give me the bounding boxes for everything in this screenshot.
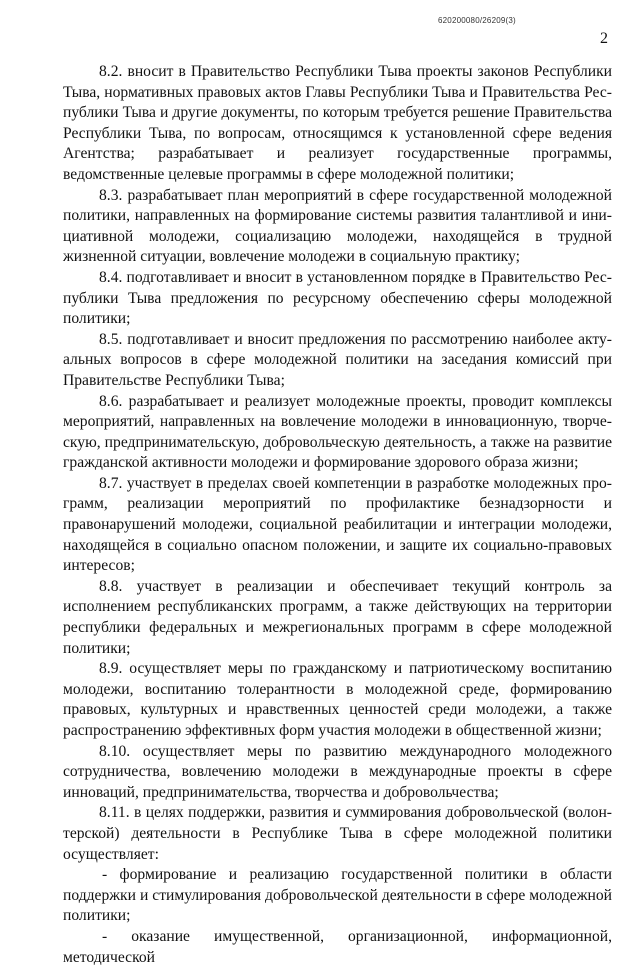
list-item-assistance: - оказание имущественной, организационной, информационной, методической: [63, 927, 612, 966]
paragraph-8-2: 8.2. вносит в Правительство Республики Тыва проекты законов Республики Тыва, нормативных правовых актов Главы Республики Тыва и Правительства Республики Тыва и другие документы, по которым требуется решение Правительства Республики Тыва, по вопросам, относящимся к установленной сфере ведения Агентства; разрабатывает и реализует государственные программы, ведомственные целевые программы в сфере молодежной политики;: [63, 63, 612, 183]
paragraph-8-10: 8.10. осуществляет меры по развитию международного молодежного сотрудничества, вовлечению молодежи в международные проекты в сфере инноваций, предпринимательства, творчества и добровольчества;: [63, 742, 612, 801]
paragraph-8-3: 8.3. разрабатывает план мероприятий в сфере государственной молодежной политики, направленных на формирование системы развития талантливой и инициативной молодежи, социализацию молодежи, находящейся в трудной жизненной ситуации, вовлечение молодежи в социальную практику;: [63, 186, 612, 266]
paragraph-8-6: 8.6. разрабатывает и реализует молодежные проекты, проводит комплексы мероприятий, направленных на вовлечение молодежи в инновационную, творческую, предпринимательскую, добровольческую деятельность, а также на развитие гражданской активности молодежи и формирование здорового образа жизни;: [63, 392, 612, 472]
document-body: [63, 62, 612, 968]
page-number: 2: [600, 30, 608, 47]
paragraph-8-4: 8.4. подготавливает и вносит в установленном порядке в Правительство Республики Тыва предложения по ресурсному обеспечению сферы молодежной политики;: [63, 268, 612, 328]
document-id: 620200080/26209(3): [438, 16, 516, 25]
paragraph-8-7: 8.7. участвует в пределах своей компетенции в разработке молодежных программ, реализации мероприятий по профилактике безнадзорности и правонарушений молодежи, социальной реабилитации и интеграции молодежи, находящейся в социально опасном положении, и защите их социально-правовых интересов;: [63, 474, 612, 575]
paragraph-8-5: 8.5. подготавливает и вносит предложения по рассмотрению наиболее актуальных вопросов в сфере молодежной политики на заседания комиссий при Правительстве Республики Тыва;: [63, 330, 612, 389]
paragraph-8-8: 8.8. участвует в реализации и обеспечивает текущий контроль за исполнением республиканских программ, а также действующих на территории республики федеральных и межрегиональных программ в сфере молодежной политики;: [63, 577, 612, 657]
paragraph-8-9: 8.9. осуществляет меры по гражданскому и патриотическому воспитанию молодежи, воспитанию толерантности в молодежной среде, формированию правовых, культурных и нравственных ценностей среди молодежи, а также распространению эффективных форм участия молодежи в общественной жизни;: [63, 660, 612, 739]
paragraph-8-11: 8.11. в целях поддержки, развития и суммирования добровольческой (волонтерской) деятельности в Республике Тыва в сфере молодежной политики осуществляет:: [63, 804, 612, 863]
list-item-support-policy: - формирование и реализацию государственной политики в области поддержки и стимулирования добровольческой деятельности в сфере молодежной политики;: [63, 866, 612, 925]
